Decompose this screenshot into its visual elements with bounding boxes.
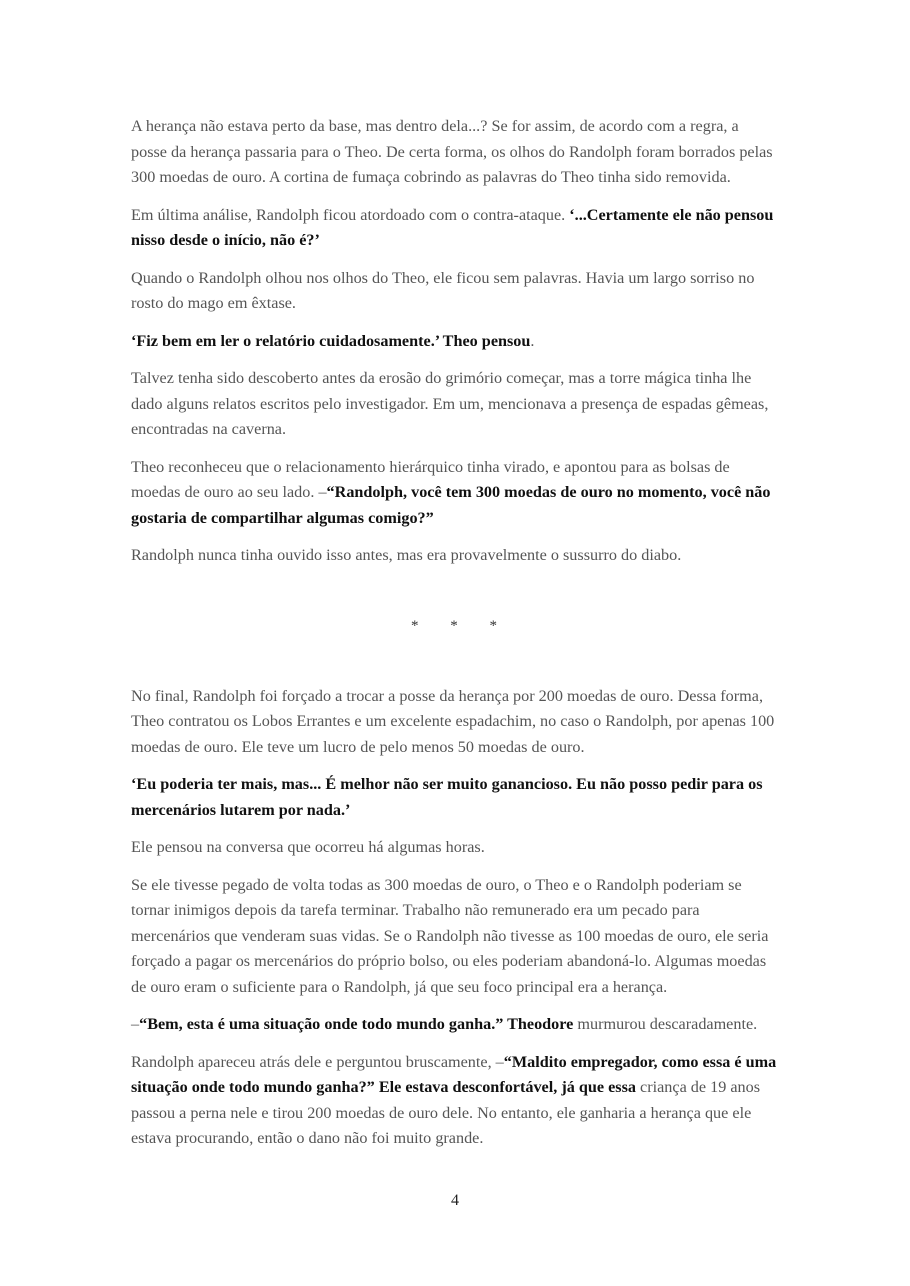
text-segment: Talvez tenha sido descoberto antes da erosão do grimório começar, mas a torre mágica tinha lhe dado alguns relatos escritos pelo investigador. Em um, mencionava a presença de espadas gêmeas, encontradas na caverna. xyxy=(131,369,769,438)
bold-text-segment: ‘...Certamente ele não pensou nisso desde o início, não é?’ xyxy=(131,205,774,249)
text-segment: – xyxy=(131,1015,140,1033)
text-section-top xyxy=(131,114,777,569)
paragraph xyxy=(131,366,777,443)
page-number: 4 xyxy=(451,1192,459,1209)
text-segment: murmurou descaradamente. xyxy=(573,1015,758,1033)
text-segment: Quando o Randolph olhou nos olhos do Theo, ele ficou sem palavras. Havia um largo sorriso no rosto do mago em êxtase. xyxy=(131,268,755,312)
bold-text-segment: “Maldito empregador, como essa é uma situação onde todo mundo ganha?” Ele estava desconfortável, já que essa xyxy=(131,1052,777,1096)
bold-text-segment: ‘Fiz bem em ler o relatório cuidadosamente.’ Theo pensou xyxy=(131,331,531,350)
paragraph xyxy=(131,684,777,761)
paragraph xyxy=(131,114,777,191)
paragraph xyxy=(131,543,777,569)
scene-separator: * * * xyxy=(411,617,497,634)
paragraph xyxy=(131,266,777,317)
paragraph xyxy=(131,1012,777,1038)
text-segment: Em última análise, Randolph ficou atordoado com o contra-ataque. xyxy=(131,205,570,224)
text-segment: Ele pensou na conversa que ocorreu há algumas horas. xyxy=(131,838,485,856)
bold-text-segment: “Randolph, você tem 300 moedas de ouro no momento, você não gostaria de compartilhar algumas comigo?” xyxy=(131,483,771,527)
paragraph xyxy=(131,835,777,861)
text-segment: No final, Randolph foi forçado a trocar a posse da herança por 200 moedas de ouro. Dessa forma, Theo contratou os Lobos Errantes e um excelente espadachim, no caso o Randolph, por apenas 100 moedas de ouro. Ele teve um lucro de pelo menos 50 moedas de ouro. xyxy=(131,686,775,756)
text-segment: Theo reconheceu que o relacionamento hierárquico tinha virado, e apontou para as bolsas de moedas de ouro ao seu lado. – xyxy=(131,457,730,501)
text-segment: Randolph apareceu atrás dele e perguntou bruscamente, – xyxy=(131,1052,504,1071)
paragraph xyxy=(131,1050,777,1152)
bold-text-segment: “Bem, esta é uma situação onde todo mundo ganha.” Theodore xyxy=(139,1015,574,1033)
bold-text-segment: ‘Eu poderia ter mais, mas... É melhor não ser muito ganancioso. Eu não posso pedir para os mercenários lutarem por nada.’ xyxy=(131,775,763,819)
text-segment: A herança não estava perto da base, mas dentro dela...? Se for assim, de acordo com a regra, a posse da herança passaria para o Theo. De certa forma, os olhos do Randolph foram borrados pelas 300 moedas de ouro. A cortina de fumaça cobrindo as palavras do Theo tinha sido removida. xyxy=(131,117,773,186)
text-segment: criança de 19 anos passou a perna nele e tirou 200 moedas de ouro dele. No entanto, ele ganharia a herança que ele estava procurando, então o dano não foi muito grande. xyxy=(131,1078,761,1147)
text-section-bottom xyxy=(131,684,777,1152)
document-body xyxy=(131,114,777,1164)
text-segment: . xyxy=(530,331,535,350)
paragraph xyxy=(131,203,777,254)
paragraph xyxy=(131,455,777,532)
paragraph xyxy=(131,772,777,823)
paragraph xyxy=(131,329,777,355)
paragraph xyxy=(131,873,777,1001)
text-segment: Se ele tivesse pegado de volta todas as 300 moedas de ouro, o Theo e o Randolph poderiam se tornar inimigos depois da tarefa terminar. Trabalho não remunerado era um pecado para mercenários que venderam suas vidas. Se o Randolph não tivesse as 100 moedas de ouro, ele seria forçado a pagar os mercenários do próprio bolso, ou eles poderiam abandoná-lo. Algumas moedas de ouro eram o suficiente para o Randolph, já que seu foco principal era a herança. xyxy=(131,875,769,996)
text-segment: Randolph nunca tinha ouvido isso antes, mas era provavelmente o sussurro do diabo. xyxy=(131,546,682,564)
